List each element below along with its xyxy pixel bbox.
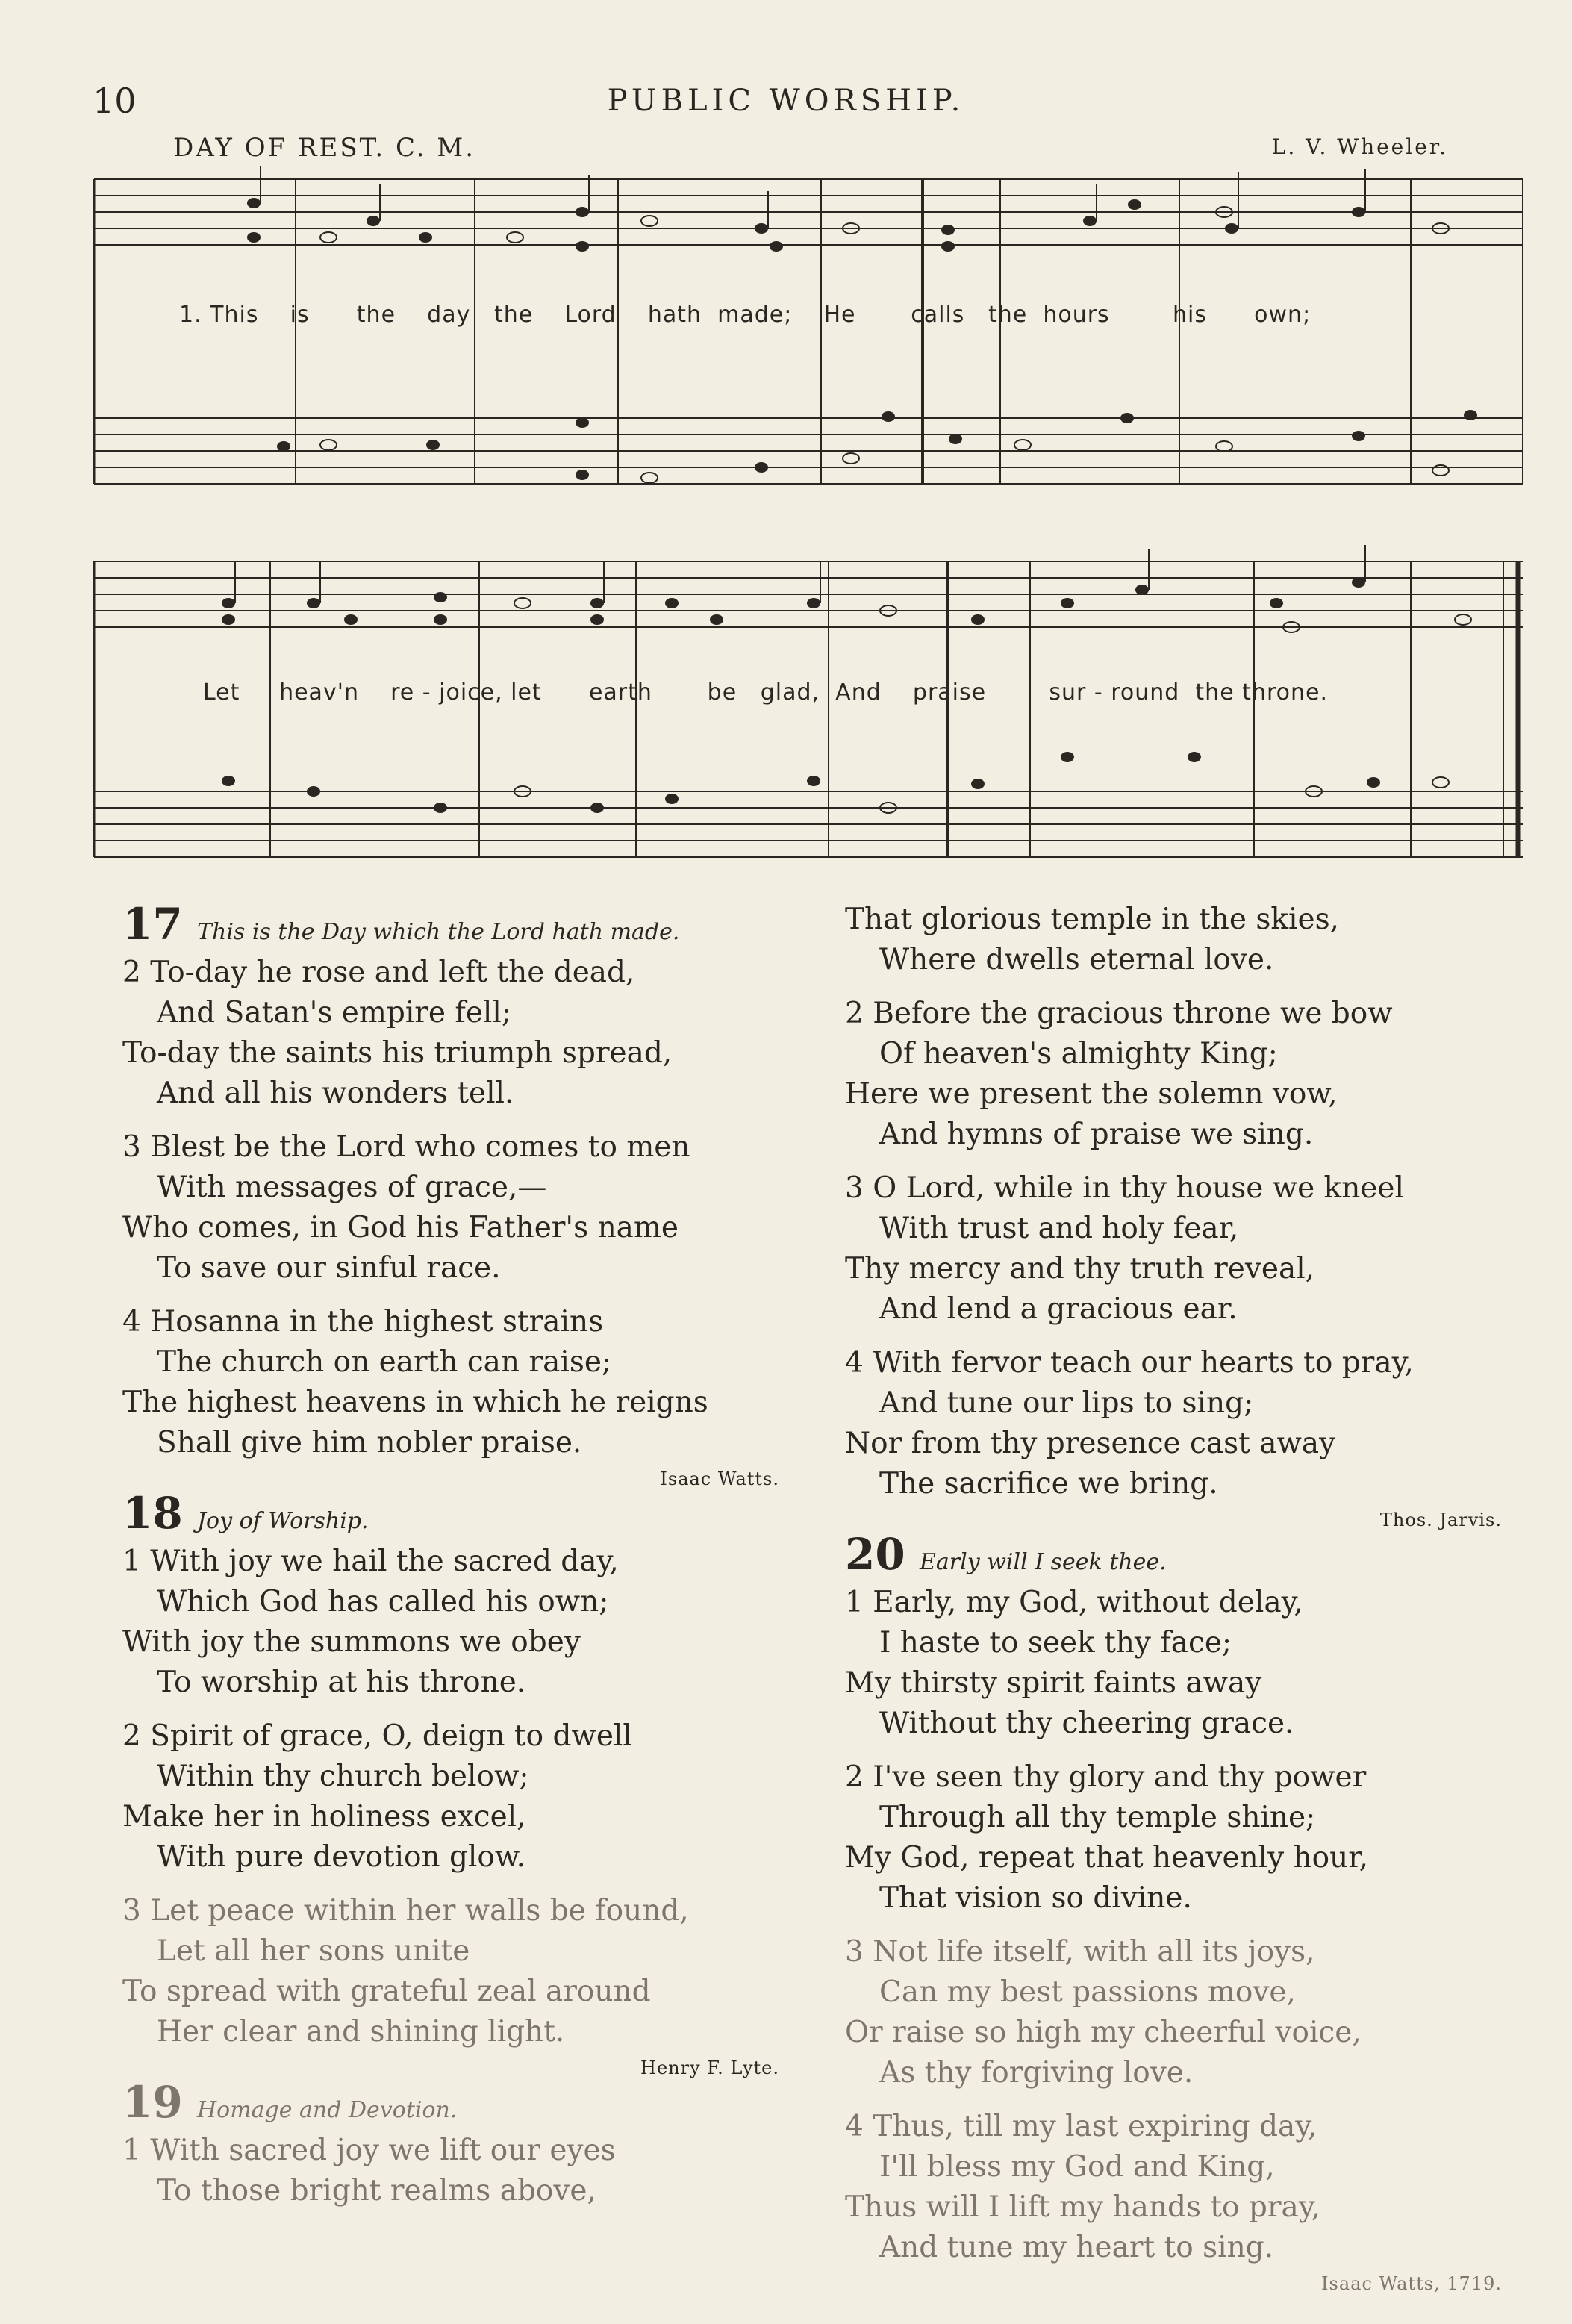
stanza: 2 I've seen thy glory and thy power Through all thy temple shine; My God, repeat that heavenly hour, That vision so divine. [845,1760,1369,1915]
hymn-author: Isaac Watts, 1719. [1321,2273,1502,2294]
hymn-20 [845,1529,1502,2294]
stanza: 4 Hosanna in the highest strains The church on earth can raise; The highest heavens in which he reigns Shall give him nobler praise. [122,1305,708,1459]
right-column [845,900,1502,2298]
stanza: 1 With joy we hail the sacred day, Which God has called his own; With joy the summons we obey To worship at his throne. [122,1545,619,1699]
open-noteheads-1 [320,207,1449,483]
stanza: That glorious temple in the skies, Where dwells eternal love. [845,903,1340,976]
hymn-author: Thos. Jarvis. [1379,1510,1502,1530]
hymn-author: Henry F. Lyte. [640,2057,779,2078]
treble-staff-1 [94,179,1523,245]
stems [235,166,1365,603]
hymn-subtitle: This is the Day which the Lord hath made. [197,919,680,945]
tune-name: DAY OF REST. C. M. [173,133,476,163]
bass-staff-2 [94,791,1523,857]
hymn-19 [122,2077,779,2211]
stanza: 3 Not life itself, with all its joys, Can my best passions move, Or raise so high my cheerful voice, As thy forgiving love. [845,1935,1362,2090]
composer: L. V. Wheeler. [1271,134,1448,159]
noteheads-1 [247,198,1477,480]
stanza: 3 Blest be the Lord who comes to men With messages of grace,— Who comes, in God his Father's name To save our sinful race. [122,1130,690,1285]
page-number: 10 [93,81,137,121]
hymn-number: 20 [845,1529,905,1580]
left-column [122,900,779,2225]
hymn-author: Isaac Watts. [660,1468,779,1489]
hymn-19-continued [845,900,1502,1530]
lyrics-line-1: 1. This is the day the Lord hath made; He calls the hours his own; [179,302,1311,328]
stanza: 1 Early, my God, without delay, I haste to seek thy face; My thirsty spirit faints away Without thy cheering grace. [845,1586,1303,1740]
hymn-number: 19 [122,2077,183,2128]
stanza: 2 Spirit of grace, O, deign to dwell Within thy church below; Make her in holiness excel, With pure devotion glow. [122,1719,632,1874]
hymn-subtitle: Homage and Devotion. [197,2097,458,2123]
hymn-subtitle: Early will I seek thee. [920,1549,1167,1575]
bass-staff-1 [94,418,1523,484]
stanza: 4 With fervor teach our hearts to pray, And tune our lips to sing; Nor from thy presence cast away The sacrifice we bring. [845,1346,1414,1501]
stanza: 2 Before the gracious throne we bow Of heaven's almighty King; Here we present the solemn vow, And hymns of praise we sing. [845,997,1393,1151]
barlines-1 [296,179,1523,484]
barlines-2 [270,561,1518,857]
hymn-subtitle: Joy of Worship. [197,1508,369,1534]
stanza: 1 With sacred joy we lift our eyes To those bright realms above, [122,2134,616,2208]
stanza: 4 Thus, till my last expiring day, I'll bless my God and King, Thus will I lift my hands to pray, And tune my heart to sing. [845,2110,1321,2264]
lyrics-line-2: Let heav'n re - joice, let earth be glad, And praise sur - round the throne. [203,679,1328,705]
open-noteheads-2 [514,598,1471,813]
stanza: 3 Let peace within her walls be found, Let all her sons unite To spread with grateful zeal around Her clear and shining light. [122,1894,689,2049]
staff-system-1 [94,179,1523,484]
stanza: 2 To-day he rose and left the dead, And Satan's empire fell; To-day the saints his triumph spread, And all his wonders tell. [122,956,673,1110]
hymn-17 [122,899,779,1489]
stanza: 3 O Lord, while in thy house we kneel With trust and holy fear, Thy mercy and thy truth reveal, And lend a gracious ear. [845,1171,1404,1326]
hymn-number: 17 [122,899,183,950]
hymn-18 [122,1488,779,2078]
treble-staff-2 [94,561,1523,627]
music-score [0,0,1572,881]
running-title: PUBLIC WORSHIP. [607,84,965,118]
hymn-number: 18 [122,1488,183,1539]
